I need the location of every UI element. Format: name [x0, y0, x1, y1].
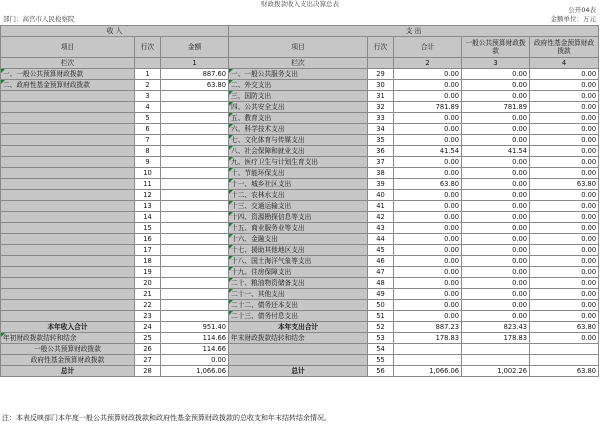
expense-line-no: 32	[368, 102, 394, 113]
income-item	[1, 190, 135, 201]
expense-line-no: 44	[368, 234, 394, 245]
table-row	[1, 80, 599, 91]
expense-gov-fund: 63.80	[530, 366, 599, 377]
income-line-no: 13	[135, 201, 161, 212]
income-line-no: 27	[135, 355, 161, 366]
expense-gov-fund: 63.80	[530, 322, 599, 333]
income-line-no: 3	[135, 91, 161, 102]
income-amount	[161, 179, 229, 190]
table-row	[1, 223, 599, 234]
expense-line-no: 54	[368, 344, 394, 355]
expense-total: 0.00	[394, 113, 462, 124]
expense-item: 本年支出合计	[229, 322, 368, 333]
expense-total: 781.89	[394, 102, 462, 113]
income-item: 年初财政拨款结转和结余	[1, 333, 135, 344]
expense-general-budget: 0.00	[462, 80, 530, 91]
expense-line-no: 30	[368, 80, 394, 91]
col-number-1: 1	[161, 58, 229, 69]
department-label: 部门：高宫市人民检察院	[3, 15, 75, 23]
income-amount	[161, 245, 229, 256]
expense-total	[394, 355, 462, 366]
income-amount	[161, 223, 229, 234]
expense-general-budget: 0.00	[462, 157, 530, 168]
expense-line-no: 42	[368, 212, 394, 223]
col-number-3: 3	[462, 58, 530, 69]
expense-line-no: 51	[368, 311, 394, 322]
expense-item: 三、国防支出	[229, 91, 368, 102]
table-row	[1, 311, 599, 322]
expense-line-no: 34	[368, 124, 394, 135]
expense-general-budget: 0.00	[462, 168, 530, 179]
table-row	[1, 190, 599, 201]
expense-gov-fund: 0.00	[530, 223, 599, 234]
income-item: 本年收入合计	[1, 322, 135, 333]
unit-label: 金额单位：万元	[550, 15, 596, 23]
expense-total: 0.00	[394, 234, 462, 245]
expense-general-budget: 0.00	[462, 69, 530, 80]
expense-gov-fund: 0.00	[530, 289, 599, 300]
income-item	[1, 311, 135, 322]
expense-general-budget: 0.00	[462, 91, 530, 102]
expense-general-budget: 41.54	[462, 146, 530, 157]
table-row	[1, 157, 599, 168]
lan-empty	[135, 58, 161, 69]
expense-item: 九、医疗卫生与计划生育支出	[229, 157, 368, 168]
income-amount	[161, 201, 229, 212]
expense-item: 二十一、其他支出	[229, 289, 368, 300]
expense-total: 63.80	[394, 179, 462, 190]
expense-gov-fund: 0.00	[530, 245, 599, 256]
expense-item: 十、节能环保支出	[229, 168, 368, 179]
expense-general-budget: 1,002.26	[462, 366, 530, 377]
expense-item: 四、公共安全支出	[229, 102, 368, 113]
income-amount: 1,066.06	[161, 366, 229, 377]
table-row	[1, 234, 599, 245]
income-item	[1, 289, 135, 300]
expense-line-no: 31	[368, 91, 394, 102]
expense-gov-fund: 0.00	[530, 113, 599, 124]
income-amount	[161, 256, 229, 267]
table-row	[1, 69, 599, 80]
expense-total	[394, 344, 462, 355]
form-number: 公开04表	[568, 6, 596, 14]
income-line-no: 1	[135, 69, 161, 80]
income-amount	[161, 168, 229, 179]
expense-item: 二十、粮油物资储备支出	[229, 278, 368, 289]
table-row	[1, 322, 599, 333]
income-line-no: 5	[135, 113, 161, 124]
expense-total: 0.00	[394, 135, 462, 146]
expense-line-no: 41	[368, 201, 394, 212]
income-group-header: 收 入	[1, 26, 229, 37]
expense-total: 0.00	[394, 223, 462, 234]
expense-total: 0.00	[394, 157, 462, 168]
expense-gov-fund: 63.80	[530, 179, 599, 190]
income-line-no: 24	[135, 322, 161, 333]
expense-general-budget: 823.43	[462, 322, 530, 333]
lan-label-2: 栏次	[229, 58, 368, 69]
income-line-no: 9	[135, 157, 161, 168]
expense-item: 十二、农林水支出	[229, 190, 368, 201]
expense-gov-fund: 0.00	[530, 102, 599, 113]
expense-general-budget: 0.00	[462, 179, 530, 190]
expense-item: 十六、金融支出	[229, 234, 368, 245]
income-item	[1, 124, 135, 135]
expense-item: 总计	[229, 366, 368, 377]
expense-general-budget: 178.83	[462, 333, 530, 344]
expense-item: 十七、援助其他地区支出	[229, 245, 368, 256]
expense-gov-fund: 0.00	[530, 234, 599, 245]
expense-general-budget: 781.89	[462, 102, 530, 113]
income-amount	[161, 157, 229, 168]
income-line-no: 16	[135, 234, 161, 245]
expense-total: 0.00	[394, 289, 462, 300]
expense-item	[229, 355, 368, 366]
income-amount	[161, 91, 229, 102]
income-amount-header: 金额	[161, 37, 229, 58]
income-line-no: 23	[135, 311, 161, 322]
expense-line-no: 40	[368, 190, 394, 201]
income-item	[1, 168, 135, 179]
expense-item: 十三、交通运输支出	[229, 201, 368, 212]
income-line-no: 18	[135, 256, 161, 267]
income-item	[1, 157, 135, 168]
table-row	[1, 333, 599, 344]
expense-gov-fund: 0.00	[530, 278, 599, 289]
income-line-no: 2	[135, 80, 161, 91]
table-row	[1, 102, 599, 113]
income-line-no: 11	[135, 179, 161, 190]
income-line-no: 12	[135, 190, 161, 201]
expense-line-no: 46	[368, 256, 394, 267]
income-line-no: 7	[135, 135, 161, 146]
expense-general-budget	[462, 355, 530, 366]
expense-line-no: 33	[368, 113, 394, 124]
income-amount	[161, 234, 229, 245]
income-amount: 951.40	[161, 322, 229, 333]
income-item	[1, 234, 135, 245]
expense-total: 0.00	[394, 311, 462, 322]
income-item	[1, 102, 135, 113]
expense-line-no: 35	[368, 135, 394, 146]
general-budget-header: 一般公共预算财政拨款	[462, 37, 530, 58]
income-item: 总计	[1, 366, 135, 377]
expense-gov-fund: 0.00	[530, 135, 599, 146]
expense-item: 八、社会保障和就业支出	[229, 146, 368, 157]
expense-total: 0.00	[394, 168, 462, 179]
income-amount	[161, 102, 229, 113]
income-line-no: 28	[135, 366, 161, 377]
expense-total: 1,066.06	[394, 366, 462, 377]
income-amount	[161, 300, 229, 311]
expense-item: 十五、商业服务业等支出	[229, 223, 368, 234]
expense-total: 887.23	[394, 322, 462, 333]
expense-line-no: 53	[368, 333, 394, 344]
expense-line-header: 行次	[368, 37, 394, 58]
expense-gov-fund	[530, 355, 599, 366]
expense-general-budget: 0.00	[462, 267, 530, 278]
expense-general-budget: 0.00	[462, 278, 530, 289]
expense-item-header: 项目	[229, 37, 368, 58]
income-line-no: 21	[135, 289, 161, 300]
expense-gov-fund: 0.00	[530, 80, 599, 91]
income-item	[1, 146, 135, 157]
expense-total: 0.00	[394, 124, 462, 135]
expense-line-no: 39	[368, 179, 394, 190]
income-item	[1, 278, 135, 289]
col-number-2: 2	[394, 58, 462, 69]
expense-general-budget: 0.00	[462, 212, 530, 223]
expense-gov-fund: 0.00	[530, 267, 599, 278]
expense-gov-fund: 0.00	[530, 91, 599, 102]
expense-general-budget: 0.00	[462, 289, 530, 300]
table-row	[1, 91, 599, 102]
income-amount	[161, 212, 229, 223]
expense-line-no: 55	[368, 355, 394, 366]
expense-item: 一、一般公共服务支出	[229, 69, 368, 80]
income-line-no: 25	[135, 333, 161, 344]
income-item	[1, 223, 135, 234]
expense-total: 0.00	[394, 300, 462, 311]
income-item: 二、政府性基金预算财政拨款	[1, 80, 135, 91]
income-amount	[161, 135, 229, 146]
expense-general-budget: 0.00	[462, 113, 530, 124]
income-amount	[161, 267, 229, 278]
expense-line-no: 49	[368, 289, 394, 300]
table-row	[1, 124, 599, 135]
expense-total: 0.00	[394, 69, 462, 80]
income-line-no: 26	[135, 344, 161, 355]
lan-empty-2	[368, 58, 394, 69]
table-row	[1, 146, 599, 157]
income-amount: 114.66	[161, 333, 229, 344]
expense-total: 0.00	[394, 278, 462, 289]
income-line-header: 行次	[135, 37, 161, 58]
income-item	[1, 91, 135, 102]
expense-gov-fund: 0.00	[530, 333, 599, 344]
expense-item: 五、教育支出	[229, 113, 368, 124]
expense-line-no: 43	[368, 223, 394, 234]
income-line-no: 17	[135, 245, 161, 256]
table-row	[1, 267, 599, 278]
table-row	[1, 113, 599, 124]
income-amount	[161, 113, 229, 124]
lan-label: 栏次	[1, 58, 135, 69]
expense-general-budget: 0.00	[462, 245, 530, 256]
income-item	[1, 179, 135, 190]
col-number-4: 4	[530, 58, 599, 69]
income-amount: 114.66	[161, 344, 229, 355]
expense-gov-fund: 0.00	[530, 201, 599, 212]
income-item-header: 项目	[1, 37, 135, 58]
expense-total: 41.54	[394, 146, 462, 157]
table-row	[1, 355, 599, 366]
expense-general-budget: 0.00	[462, 311, 530, 322]
expense-gov-fund: 0.00	[530, 146, 599, 157]
expense-line-no: 50	[368, 300, 394, 311]
expense-item: 十八、国土海洋气象等支出	[229, 256, 368, 267]
expense-general-budget: 0.00	[462, 234, 530, 245]
income-line-no: 22	[135, 300, 161, 311]
expense-line-no: 56	[368, 366, 394, 377]
expense-item: 二十二、债务还本支出	[229, 300, 368, 311]
expense-item: 七、文化体育与传媒支出	[229, 135, 368, 146]
income-item	[1, 267, 135, 278]
income-item	[1, 245, 135, 256]
expense-total-header: 合计	[394, 37, 462, 58]
expense-item: 六、科学技术支出	[229, 124, 368, 135]
expense-general-budget	[462, 344, 530, 355]
expense-line-no: 48	[368, 278, 394, 289]
income-item	[1, 201, 135, 212]
income-item	[1, 113, 135, 124]
income-amount	[161, 289, 229, 300]
expense-line-no: 38	[368, 168, 394, 179]
income-amount	[161, 311, 229, 322]
expense-general-budget: 0.00	[462, 201, 530, 212]
expense-gov-fund: 0.00	[530, 212, 599, 223]
income-item	[1, 212, 135, 223]
expense-item: 二、外交支出	[229, 80, 368, 91]
income-item	[1, 300, 135, 311]
expense-item: 十四、资源勘探信息等支出	[229, 212, 368, 223]
footnote: 注：本表反映部门本年度一般公共预算财政拨款和政府性基金预算财政拨款的总收支和年末结转结余情况。	[2, 414, 331, 422]
expense-gov-fund: 0.00	[530, 300, 599, 311]
income-amount	[161, 146, 229, 157]
expense-total: 0.00	[394, 80, 462, 91]
income-amount	[161, 124, 229, 135]
income-line-no: 14	[135, 212, 161, 223]
expense-gov-fund: 0.00	[530, 256, 599, 267]
expense-gov-fund: 0.00	[530, 69, 599, 80]
table-title: 财政拨款收入支出决算总表	[261, 0, 339, 8]
expense-item	[229, 344, 368, 355]
income-amount	[161, 190, 229, 201]
financial-table	[0, 25, 599, 377]
income-item: 一般公共预算财政拨款	[1, 344, 135, 355]
expense-total: 0.00	[394, 245, 462, 256]
gov-fund-header: 政府性基金预算财政拨款	[530, 37, 599, 58]
expense-general-budget: 0.00	[462, 190, 530, 201]
table-row	[1, 179, 599, 190]
expense-line-no: 52	[368, 322, 394, 333]
table-row	[1, 344, 599, 355]
income-item	[1, 256, 135, 267]
income-amount: 887.60	[161, 69, 229, 80]
table-row	[1, 168, 599, 179]
income-item: 政府性基金预算财政拨款	[1, 355, 135, 366]
expense-total: 0.00	[394, 212, 462, 223]
expense-line-no: 36	[368, 146, 394, 157]
expense-gov-fund	[530, 344, 599, 355]
expense-item: 十九、住房保障支出	[229, 267, 368, 278]
table-row	[1, 245, 599, 256]
income-item	[1, 135, 135, 146]
expense-total: 178.83	[394, 333, 462, 344]
income-amount: 0.00	[161, 355, 229, 366]
expense-line-no: 45	[368, 245, 394, 256]
expense-general-budget: 0.00	[462, 256, 530, 267]
table-row	[1, 366, 599, 377]
expense-general-budget: 0.00	[462, 124, 530, 135]
income-line-no: 20	[135, 278, 161, 289]
expense-item: 十一、城乡社区支出	[229, 179, 368, 190]
income-amount: 63.80	[161, 80, 229, 91]
table-row	[1, 256, 599, 267]
expense-gov-fund: 0.00	[530, 124, 599, 135]
expense-line-no: 37	[368, 157, 394, 168]
expense-gov-fund: 0.00	[530, 157, 599, 168]
expense-gov-fund: 0.00	[530, 311, 599, 322]
expense-line-no: 47	[368, 267, 394, 278]
expense-gov-fund: 0.00	[530, 168, 599, 179]
expense-total: 0.00	[394, 267, 462, 278]
income-line-no: 10	[135, 168, 161, 179]
table-row	[1, 289, 599, 300]
expense-total: 0.00	[394, 91, 462, 102]
income-line-no: 4	[135, 102, 161, 113]
expense-group-header: 支 出	[229, 26, 599, 37]
expense-general-budget: 0.00	[462, 223, 530, 234]
income-line-no: 15	[135, 223, 161, 234]
table-row	[1, 212, 599, 223]
expense-total: 0.00	[394, 190, 462, 201]
income-amount	[161, 278, 229, 289]
table-row	[1, 278, 599, 289]
expense-general-budget: 0.00	[462, 135, 530, 146]
income-line-no: 19	[135, 267, 161, 278]
income-line-no: 6	[135, 124, 161, 135]
table-row	[1, 300, 599, 311]
expense-gov-fund: 0.00	[530, 190, 599, 201]
income-line-no: 8	[135, 146, 161, 157]
table-row	[1, 201, 599, 212]
expense-item: 二十三、债务付息支出	[229, 311, 368, 322]
expense-item: 年末财政拨款结转和结余	[229, 333, 368, 344]
expense-total: 0.00	[394, 201, 462, 212]
expense-line-no: 29	[368, 69, 394, 80]
income-item: 一、一般公共预算财政拨款	[1, 69, 135, 80]
expense-general-budget: 0.00	[462, 300, 530, 311]
expense-total: 0.00	[394, 256, 462, 267]
table-row	[1, 135, 599, 146]
